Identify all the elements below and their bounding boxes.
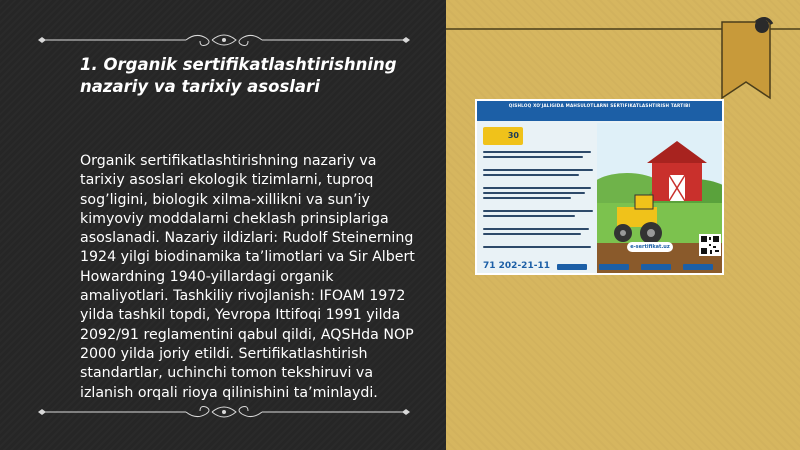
slide-body-text: Organik sertifikatlashtirishning nazariy va tarixiy asoslari ekologik tizimlarni, tuproq sog’ligini, biologik xilma-xillikni va sun’iy kimyoviy moddalarni cheklash prinsiplariga asoslanadi. Nazariy ildizlari: Rudolf Steinerning 1924 yilgi biodinamika ta’limotlari va Sir Albert Howardning 1940-yillardagi organik amaliyotlari. Tashkiliy rivojlanish: IFOAM 1972 yilda tashkil topdi, Yevropa Ittifoqi 1991 yilda 2092/91 reglamentini qabul qildi, AQSHda NOP 2000 yilda joriy etildi. Sertifikatlashtirish standartlar, uchinchi tomon tekshiruvi va izlanish orqali rioya qilinishini ta’minlaydi. [80,153,415,401]
poster-text-line [483,215,575,217]
slide-title: 1. Organik sertifikatlashtirishning nazariy va tarixiy asoslari [80,55,397,96]
poster-text-line [483,156,583,158]
poster-footer-chip [599,264,629,270]
qr-code-icon [699,234,721,256]
poster-text-line [483,233,581,235]
poster-text-line [483,169,593,171]
poster-phone: 71 202-21-11 [483,261,550,271]
bookmark-ribbon-icon [716,16,776,100]
poster-footer-chip [641,264,671,270]
poster-website: e-sertifikat.uz [627,242,673,252]
poster-header: QISHLOQ XO'JALIGIDA MAHSULOTLARNI SERTIFIKATLASHTIRISH TARTIBI [477,101,722,121]
poster-text-line [483,151,591,153]
ornament-bottom-divider [36,402,412,422]
certification-poster-image [475,99,724,275]
poster-badge: 30 [483,127,523,145]
poster-text-line [483,246,591,248]
ornament-top-divider [36,30,412,50]
poster-text-line [483,174,579,176]
poster-text-line [483,228,589,230]
poster-footer-chip [557,264,587,270]
poster-text-line [483,187,591,189]
poster-text-line [483,192,585,194]
poster-text-line [483,197,571,199]
poster-text-line [483,210,593,212]
poster-footer-chip [683,264,713,270]
